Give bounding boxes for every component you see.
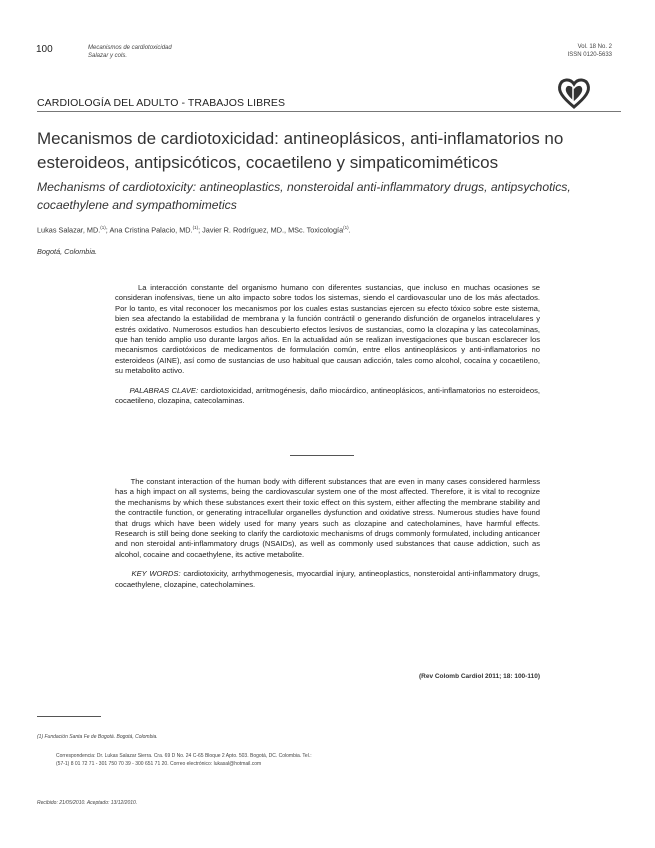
author-affiliation-mark: (1) [343,225,349,230]
volume-number: Vol. 18 No. 2 [577,44,612,50]
section-rule [37,111,621,112]
author-list [37,225,627,234]
running-title: Mecanismos de cardiotoxicidad [88,45,172,51]
section-divider [290,455,354,456]
footnote-rule [37,716,101,717]
abstract-en [115,477,540,590]
volume-info [568,43,612,59]
author-affiliation-mark: (1) [100,225,106,230]
abstract-en-text [115,477,540,560]
running-authors: Salazar y cols. [88,53,128,59]
article-title-en: Mechanisms of cardiotoxicity: antineoplastics, nonsteroidal anti-inflammatory drugs, antipsychotics, cocaethylene and sympathomimetics [37,180,571,212]
author-affiliation-mark: (1) [192,225,199,230]
correspondence: Correspondencia: Dr. Lukas Salazar Sierra. Cra. 69 D No. 24 C-65 Bloque 2 Apto. 503. Bogotá, DC. Colombia. Tel.: (57-1) 8 01 72 71 - 301 750 70 39 - 300 651 71 20. Correo electrónico: lukasal@hotmail.com [56,753,312,767]
author-name: Lukas Salazar, MD. [37,225,101,235]
author-location: Bogotá, Colombia. [37,247,98,256]
author-name: Javier R. Rodríguez, MD., MSc. Toxicología [202,225,344,235]
heart-journal-logo-icon [556,75,592,111]
footnote-affiliation: (1) Fundación Santa Fe de Bogotá. Bogotá, Colombia. [37,734,158,740]
citation: (Rev Colomb Cardiol 2011; 18: 100-110) [418,673,540,680]
abstract-es-body: La interacción constante del organismo humano con diferentes sustancias, que incluso en muchas ocasiones se consideran inofensivas, tiene un alto impacto sobre todos los sistemas, siendo el cardiovascular uno de los más afectados. Por lo tanto, es vital reconocer los mecanismos por los cuales estas sustancias ejercen su efecto tóxico sobre este sistema, bien sea afectando la estabilidad de membrana y la función contráctil o generando disfunción de organelos intracelulares y estrés oxidativo. Numerosos estudios han descubierto efectos lesivos de sustancias, como la clozapina y las catecolaminas, que han tenido amplio uso durante largos años. En la actualidad aún se realizan investigaciones que buscan esclarecer los mecanismos cardiotóxicos de medicamentos de formulación común, entre ellos antineoplásicos y anti-inflamatorios no esteroideos (AINE), así como de sustancias de uso habitual que causan adicción, tales como alcohol, cocaína y cocaetileno, su metabolito activo. [115,283,540,376]
received-accepted-dates: Recibido: 21/05/2010. Aceptado: 13/12/2010. [37,800,138,806]
keywords-en [115,569,540,590]
abstract-es-text [115,283,540,377]
author-separator: ; [105,225,110,235]
running-header [88,44,172,60]
page-number: 100 [36,44,53,55]
issn: ISSN 0120-5633 [567,52,612,58]
author-separator: . [348,225,351,235]
keywords-es-text: cardiotoxicidad, arritmogénesis, daño miocárdico, antineoplásicos, anti-inflamatorios no esteroideos, cocaetileno, clozapina, catecolaminas. [115,385,540,406]
article-title-es: Mecanismos de cardiotoxicidad: antineoplásicos, anti-inflamatorios no esteroideos, antipsicóticos, cocaetileno y simpaticomiméticos [37,129,564,172]
keywords-es-label: PALABRAS CLAVE: [129,385,199,395]
author-name: Ana Cristina Palacio, MD. [109,225,193,235]
abstract-en-body: The constant interaction of the human body with different substances that are even in many cases considered harmless has a high impact on all systems, being the cardiovascular system one of the most affected. Therefore, it is vital to recognize the mechanisms by which these substances exert their toxic effect on this system, either affecting the membrane stability and the contractile function, or generating intracellular organelles dysfunction and oxidative stress. Numerous studies have found that drugs which have been widely used for many years such as clozapine and catecholamines, have harmful effects. Research is still being done seeking to clarify the cardiotoxic mechanisms of drugs commonly formulated, including anticancer and non steroidal anti-inflammatory drugs (NSAIDs), as well as commonly used substances that cause addiction, such as alcohol, cocaine and cocaethylene, its active metabolite. [115,477,540,559]
abstract-es [115,283,540,406]
author-separator: ; [198,225,203,235]
keywords-es [115,386,540,407]
keywords-en-text: cardiotoxicity, arrhythmogenesis, myocardial injury, antineoplastics, nonsteroidal anti-inflammatory drugs, cocaethylene, clozapine, catecholamines. [115,569,540,589]
keywords-en-label: KEY WORDS: [131,569,181,579]
section-label: CARDIOLOGÍA DEL ADULTO - TRABAJOS LIBRES [37,97,286,109]
